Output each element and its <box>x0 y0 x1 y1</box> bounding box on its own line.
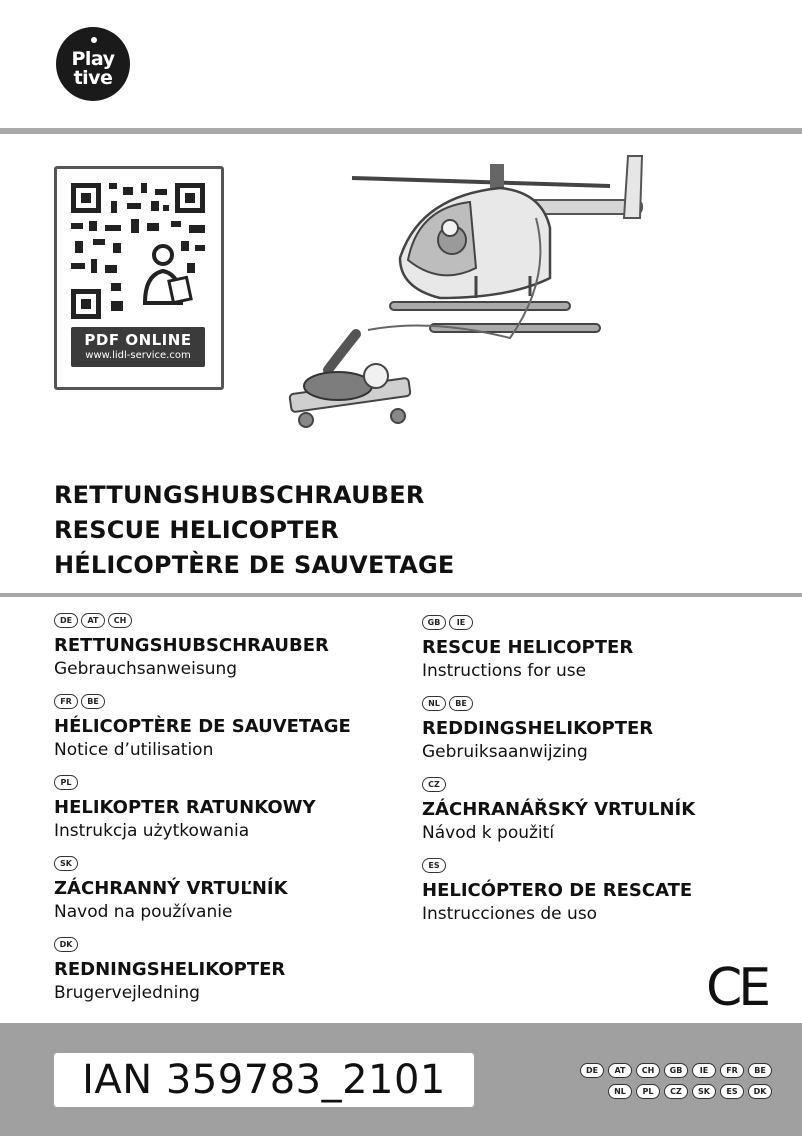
country-badge: NL <box>608 1084 632 1099</box>
country-badge: GB <box>664 1063 688 1078</box>
pdf-online-title: PDF ONLINE <box>84 331 192 349</box>
language-entry-desc: Navod na používanie <box>54 902 233 922</box>
qr-code-panel[interactable] <box>54 166 224 390</box>
language-entry[interactable] <box>54 691 424 772</box>
language-entry-desc: Brugervejledning <box>54 983 200 1003</box>
title-de: RETTUNGSHUBSCHRAUBER <box>54 481 425 509</box>
country-badge: NL <box>422 696 446 711</box>
product-titles <box>54 478 455 583</box>
country-badge: DK <box>748 1084 772 1099</box>
language-entry-desc: Návod k použití <box>422 823 555 843</box>
country-badge: DE <box>580 1063 604 1078</box>
country-badge: ES <box>422 858 446 873</box>
country-badge: DE <box>54 613 78 628</box>
country-badge: BE <box>748 1063 772 1078</box>
country-badge: FR <box>720 1063 744 1078</box>
pdf-online-url: www.lidl-service.com <box>85 350 191 361</box>
country-badge: SK <box>692 1084 716 1099</box>
country-badge: BE <box>81 694 105 709</box>
language-list-left <box>54 610 424 1015</box>
country-badge: CZ <box>664 1084 688 1099</box>
middle-divider <box>0 593 802 597</box>
language-entry-name: REDDINGSHELIKOPTER <box>422 718 654 739</box>
language-entry[interactable] <box>54 610 424 691</box>
footer-country-badges <box>542 1063 772 1105</box>
pdf-online-label <box>71 327 205 367</box>
language-entry[interactable] <box>422 774 792 855</box>
language-entry-name: HELIKOPTER RATUNKOWY <box>54 797 316 818</box>
language-entry-name: ZÁCHRANNÝ VRTUĽNÍK <box>54 878 288 899</box>
logo-line2: tive <box>73 67 113 89</box>
language-list-right <box>422 612 792 936</box>
country-badge: CH <box>636 1063 660 1078</box>
country-badge: IE <box>449 615 473 630</box>
ian-number: IAN 359783_2101 <box>54 1053 474 1107</box>
ce-mark: CE <box>706 958 768 1018</box>
country-badge: GB <box>422 615 446 630</box>
country-badge: CZ <box>422 777 446 792</box>
country-badge: SK <box>54 856 78 871</box>
country-badge: DK <box>54 937 78 952</box>
language-entry-name: RETTUNGSHUBSCHRAUBER <box>54 635 329 656</box>
country-badge: BE <box>449 696 473 711</box>
language-entry-name: HELICÓPTERO DE RESCATE <box>422 880 693 901</box>
country-badge: CH <box>108 613 132 628</box>
country-badge: PL <box>636 1084 660 1099</box>
playtive-logo <box>56 27 130 101</box>
language-entry-desc: Gebrauchsanweisung <box>54 659 238 679</box>
qr-code-icon <box>71 183 205 319</box>
country-badge: IE <box>692 1063 716 1078</box>
language-entry-name: HÉLICOPTÈRE DE SAUVETAGE <box>54 716 351 737</box>
language-entry-desc: Instructions for use <box>422 661 587 681</box>
language-entry[interactable] <box>422 693 792 774</box>
country-badge: ES <box>720 1084 744 1099</box>
country-badge: AT <box>81 613 105 628</box>
language-entry-desc: Instrucciones de uso <box>422 904 598 924</box>
logo-line1: Play <box>71 48 115 70</box>
language-entry-desc: Gebruiksaanwijzing <box>422 742 588 762</box>
language-entry[interactable] <box>422 612 792 693</box>
title-fr: HÉLICOPTÈRE DE SAUVETAGE <box>54 551 455 579</box>
language-entry[interactable] <box>54 772 424 853</box>
country-badge: FR <box>54 694 78 709</box>
rescue-helicopter-image <box>280 148 660 448</box>
country-badge: PL <box>54 775 78 790</box>
language-entry-name: ZÁCHRANÁŘSKÝ VRTULNÍK <box>422 799 696 820</box>
language-entry-name: RESCUE HELICOPTER <box>422 637 634 658</box>
language-entry-name: REDNINGSHELIKOPTER <box>54 959 286 980</box>
language-entry[interactable] <box>54 853 424 934</box>
language-entry[interactable] <box>422 855 792 936</box>
top-divider <box>0 128 802 134</box>
language-entry[interactable] <box>54 934 424 1015</box>
language-entry-desc: Instrukcja użytkowania <box>54 821 250 841</box>
country-badge: AT <box>608 1063 632 1078</box>
title-en: RESCUE HELICOPTER <box>54 516 339 544</box>
language-entry-desc: Notice d’utilisation <box>54 740 214 760</box>
